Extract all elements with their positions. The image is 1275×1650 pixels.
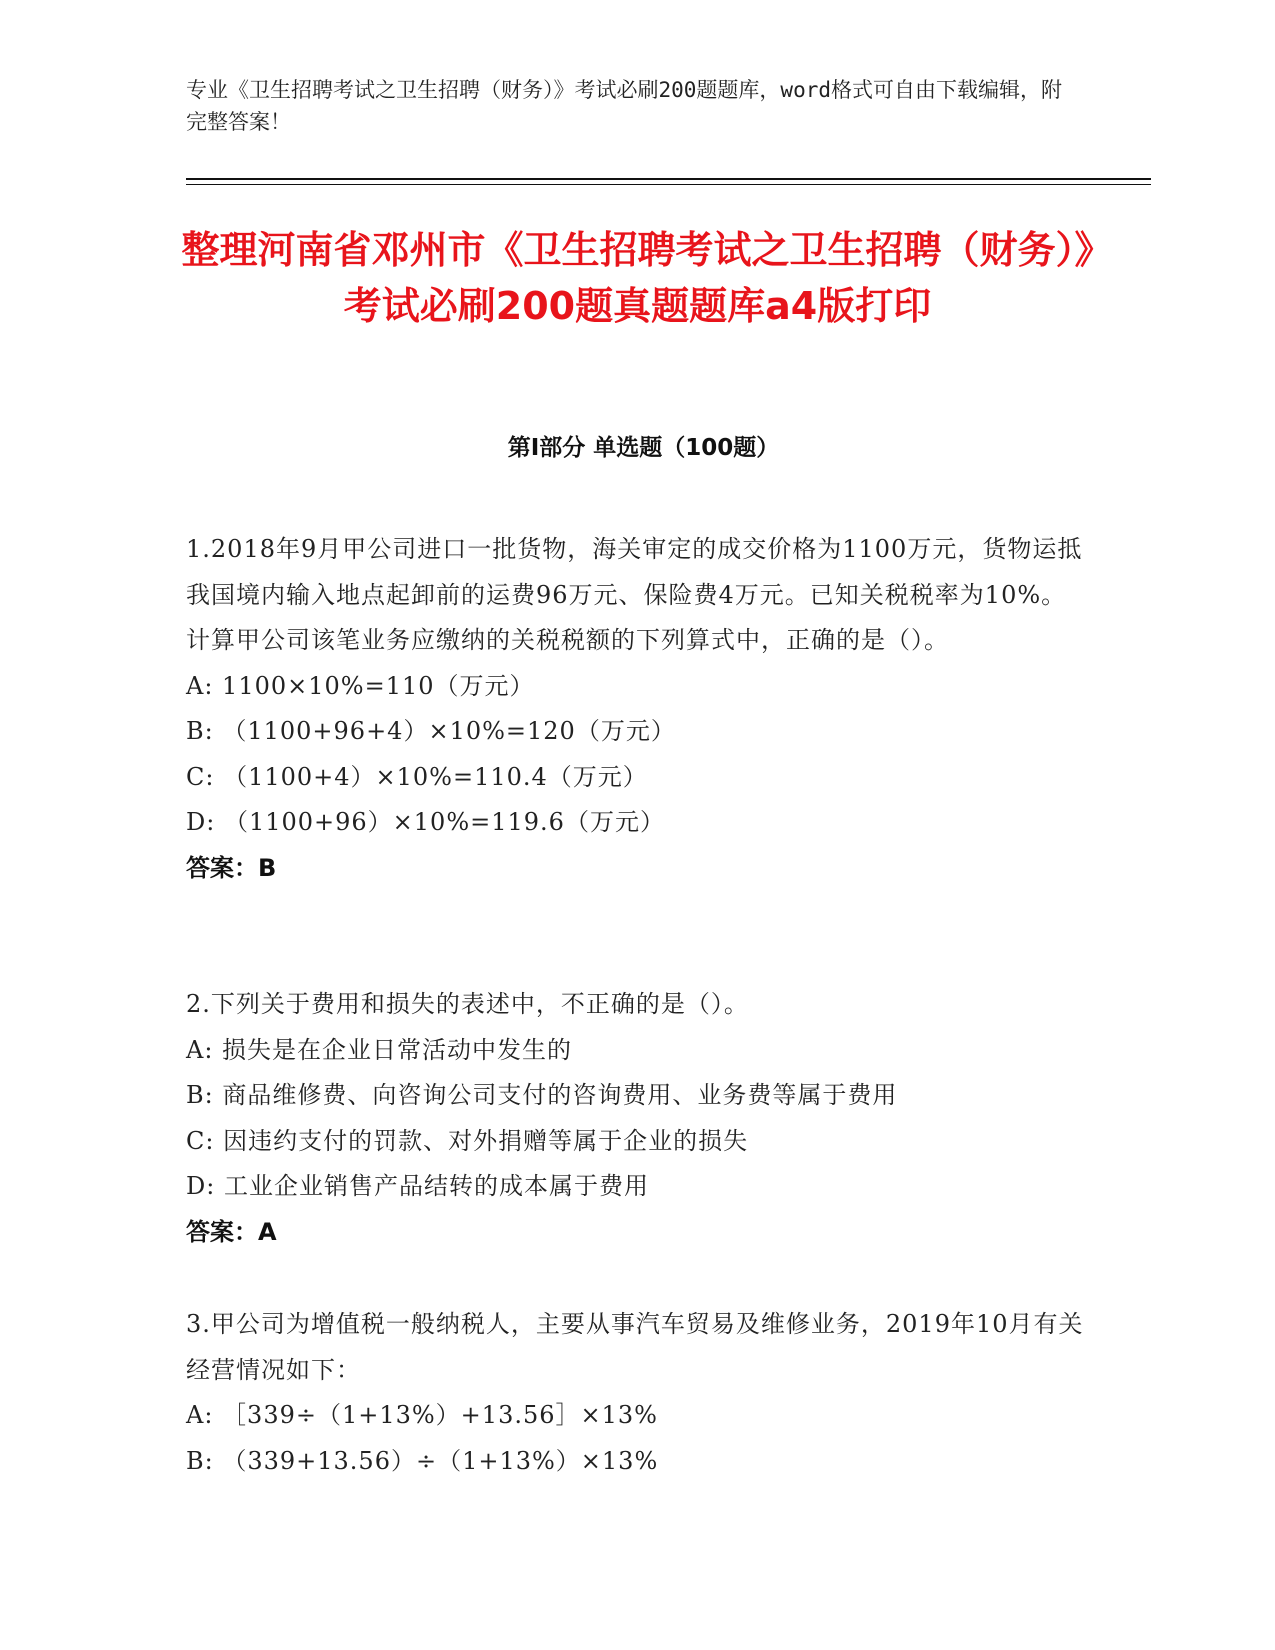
question-stem: 2.下列关于费用和损失的表述中，不正确的是（）。 bbox=[186, 990, 749, 1018]
question-stem: 3.甲公司为增值税一般纳税人，主要从事汽车贸易及维修业务，2019年10月有关经营情况如下： bbox=[186, 1310, 1084, 1384]
option-d: D: 工业企业销售产品结转的成本属于费用 bbox=[186, 1172, 649, 1200]
answer-line: 答案：B bbox=[186, 853, 277, 882]
header-rule-thin bbox=[186, 184, 1151, 185]
option-b: B: 商品维修费、向咨询公司支付的咨询费用、业务费等属于费用 bbox=[186, 1081, 898, 1109]
option-b: B: （1100+96+4）×10%=120（万元） bbox=[186, 717, 676, 745]
option-d: D: （1100+96）×10%=119.6（万元） bbox=[186, 808, 665, 836]
option-b: B: （339+13.56）÷（1+13%）×13% bbox=[186, 1446, 659, 1475]
option-a: A: 损失是在企业日常活动中发生的 bbox=[186, 1035, 573, 1064]
document-title: 整理河南省邓州市《卫生招聘考试之卫生招聘（财务）》考试必刷200题真题题库a4版打印 bbox=[181, 228, 1094, 328]
answer-line: 答案：A bbox=[186, 1217, 277, 1246]
header-rule-thick bbox=[186, 178, 1151, 180]
question-2 bbox=[186, 982, 1086, 1255]
header-note: 专业《卫生招聘考试之卫生招聘（财务）》考试必刷200题题库，word格式可自由下载编辑，附完整答案！ bbox=[186, 78, 1062, 134]
question-1 bbox=[186, 527, 1086, 891]
option-c: C: （1100+4）×10%=110.4（万元） bbox=[186, 762, 648, 791]
option-a: A: ［339÷（1+13%）+13.56］×13% bbox=[186, 1401, 658, 1429]
option-c: C: 因违约支付的罚款、对外捐赠等属于企业的损失 bbox=[186, 1126, 749, 1155]
option-a: A: 1100×10%=110（万元） bbox=[186, 671, 535, 700]
question-stem: 1.2018年9月甲公司进口一批货物，海关审定的成交价格为1100万元，货物运抵我国境内输入地点起卸前的运费96万元、保险费4万元。已知关税税率为10%。计算甲公司该笔业务应缴纳的关税税额的下列算式中，正确的是（）。 bbox=[186, 535, 1083, 654]
question-3 bbox=[186, 1302, 1086, 1484]
section-heading: 第Ⅰ部分 单选题（100题） bbox=[507, 435, 780, 461]
